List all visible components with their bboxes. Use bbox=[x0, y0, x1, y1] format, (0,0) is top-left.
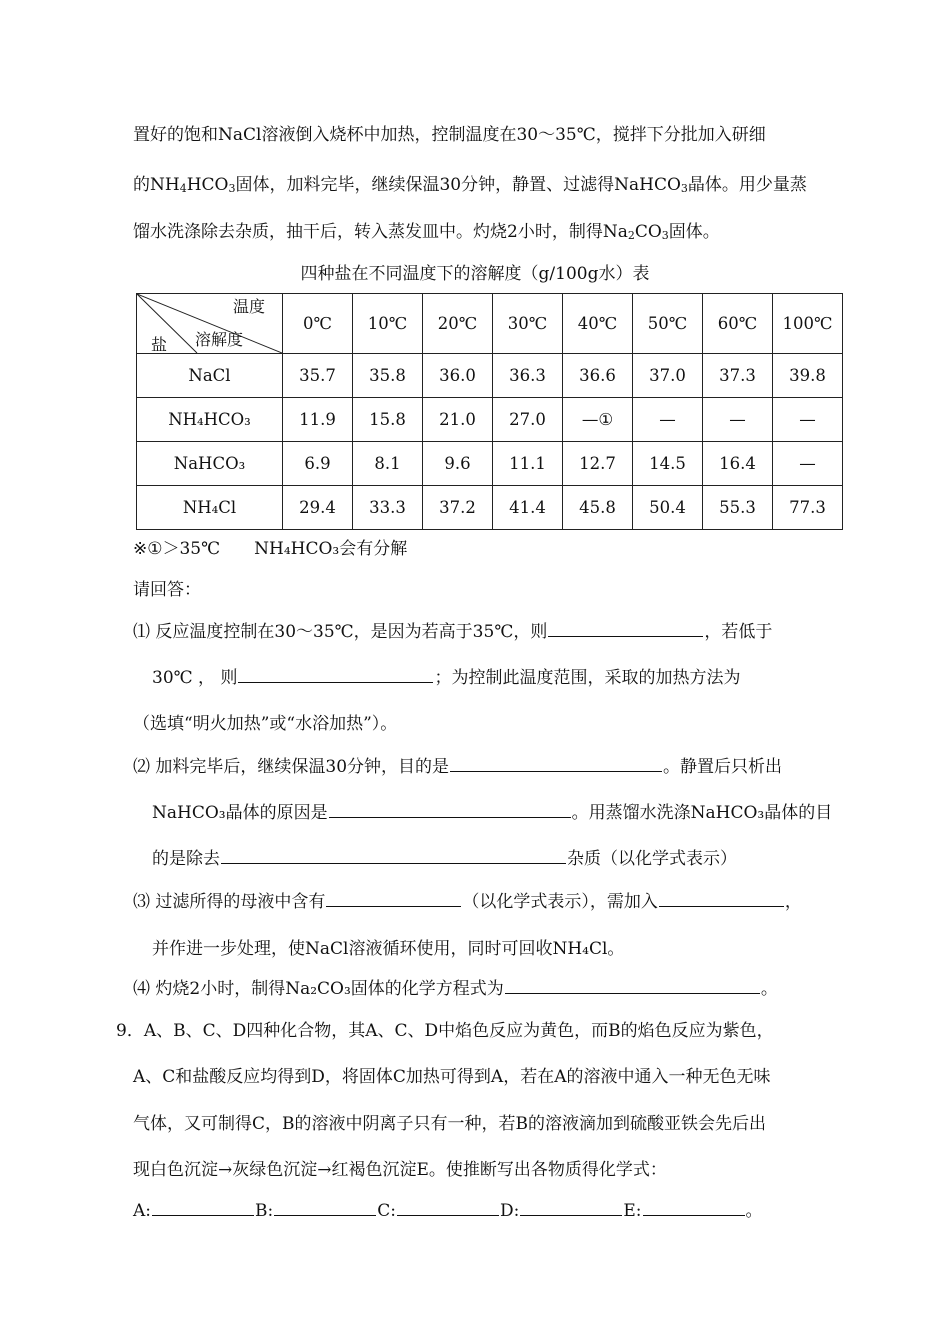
table-cell: 41.4 bbox=[493, 486, 563, 530]
answer-blank[interactable] bbox=[152, 1197, 254, 1216]
table-cell: 8.1 bbox=[353, 442, 423, 486]
answer-blank[interactable] bbox=[643, 1197, 745, 1216]
table-cell: 33.3 bbox=[353, 486, 423, 530]
table-cell: —① bbox=[563, 398, 633, 442]
table-cell: 39.8 bbox=[773, 354, 843, 398]
corner-label-temp: 温度 bbox=[233, 297, 266, 316]
table-cell: — bbox=[633, 398, 703, 442]
header-temp: 0℃ bbox=[283, 294, 353, 354]
table-cell: 36.6 bbox=[563, 354, 633, 398]
table-cell: 21.0 bbox=[423, 398, 493, 442]
question-3-line-2: 并作进一步处理，使NaCl溶液循环使用，同时可回收NH₄Cl。 bbox=[152, 939, 625, 959]
problem-9-line-1: 9．A、B、C、D四种化合物，其A、C、D中焰色反应为黄色，而B的焰色反应为紫色， bbox=[116, 1021, 774, 1041]
row-salt-name: NH₄Cl bbox=[137, 486, 283, 530]
question-2-line-1: ⑵ 加料完毕后，继续保温30分钟，目的是 。静置后只析出 bbox=[133, 752, 782, 777]
solubility-table bbox=[136, 293, 843, 530]
table-cell: 16.4 bbox=[703, 442, 773, 486]
header-temp: 60℃ bbox=[703, 294, 773, 354]
table-cell: 29.4 bbox=[283, 486, 353, 530]
table-cell: 11.1 bbox=[493, 442, 563, 486]
problem-9-answers: A: B: C: D: E: 。 bbox=[133, 1196, 763, 1221]
answer-blank[interactable] bbox=[505, 975, 760, 994]
table-cell: 55.3 bbox=[703, 486, 773, 530]
header-temp: 40℃ bbox=[563, 294, 633, 354]
answer-blank[interactable] bbox=[450, 753, 662, 772]
table-row bbox=[137, 486, 843, 530]
table-footnote: ※①＞35℃ NH₄HCO₃会有分解 bbox=[133, 539, 408, 559]
header-temp: 50℃ bbox=[633, 294, 703, 354]
table-corner-cell bbox=[137, 294, 283, 354]
table-cell: 27.0 bbox=[493, 398, 563, 442]
table-cell: 36.0 bbox=[423, 354, 493, 398]
problem-9-line-2: A、C和盐酸反应均得到D，将固体C加热可得到A，若在A的溶液中通入一种无色无味 bbox=[133, 1067, 771, 1087]
table-cell: 15.8 bbox=[353, 398, 423, 442]
answer-blank[interactable] bbox=[520, 1197, 622, 1216]
header-temp: 20℃ bbox=[423, 294, 493, 354]
table-cell: 37.0 bbox=[633, 354, 703, 398]
table-cell: 37.3 bbox=[703, 354, 773, 398]
answer-blank[interactable] bbox=[397, 1197, 499, 1216]
table-row bbox=[137, 398, 843, 442]
question-1-line-3: （选填“明火加热”或“水浴加热”）。 bbox=[133, 714, 398, 734]
question-1-line-1: ⑴ 反应温度控制在30～35℃，是因为若高于35℃，则 ，若低于 bbox=[133, 617, 772, 642]
question-3-line-1: ⑶ 过滤所得的母液中含有 （以化学式表示），需加入 ， bbox=[133, 887, 802, 912]
table-header-row bbox=[137, 294, 843, 354]
answer-prompt: 请回答： bbox=[133, 580, 201, 600]
table-cell: 35.7 bbox=[283, 354, 353, 398]
answer-blank[interactable] bbox=[274, 1197, 376, 1216]
table-cell: 77.3 bbox=[773, 486, 843, 530]
question-2-line-2: NaHCO₃晶体的原因是 。用蒸馏水洗涤NaHCO₃晶体的目 bbox=[152, 798, 832, 823]
header-temp: 10℃ bbox=[353, 294, 423, 354]
question-2-line-3: 的是除去 杂质（以化学式表示） bbox=[152, 844, 737, 869]
problem-9-line-3: 气体，又可制得C，B的溶液中阴离子只有一种，若B的溶液滴加到硫酸亚铁会先后出 bbox=[133, 1114, 766, 1134]
table-cell: 50.4 bbox=[633, 486, 703, 530]
table-cell: — bbox=[773, 398, 843, 442]
question-1-line-2: 30℃ ， 则 ；为控制此温度范围，采取的加热方法为 bbox=[152, 663, 740, 688]
table-row bbox=[137, 442, 843, 486]
header-temp: 30℃ bbox=[493, 294, 563, 354]
answer-blank[interactable] bbox=[329, 799, 571, 818]
table-cell: 12.7 bbox=[563, 442, 633, 486]
table-cell: 9.6 bbox=[423, 442, 493, 486]
table-cell: 45.8 bbox=[563, 486, 633, 530]
table-cell: 36.3 bbox=[493, 354, 563, 398]
table-cell: 35.8 bbox=[353, 354, 423, 398]
answer-blank[interactable] bbox=[221, 845, 566, 864]
row-salt-name: NH₄HCO₃ bbox=[137, 398, 283, 442]
question-4-line: ⑷ 灼烧2小时，制得Na₂CO₃固体的化学方程式为 。 bbox=[133, 974, 778, 999]
table-cell: — bbox=[703, 398, 773, 442]
corner-label-salt: 盐 bbox=[151, 335, 168, 354]
table-cell: 6.9 bbox=[283, 442, 353, 486]
row-salt-name: NaCl bbox=[137, 354, 283, 398]
table-cell: 37.2 bbox=[423, 486, 493, 530]
table-cell: — bbox=[773, 442, 843, 486]
intro-line-2: 的$NH_4HCO_3$固体，加料完毕，继续保温30分钟，静置、过滤得NaHCO$_3$晶体。用少量蒸 bbox=[133, 175, 807, 195]
table-cell: 11.9 bbox=[283, 398, 353, 442]
table-cell: 14.5 bbox=[633, 442, 703, 486]
table-title: 四种盐在不同温度下的溶解度（g/100g水）表 bbox=[300, 264, 650, 284]
intro-line-1: 置好的饱和NaCl溶液倒入烧杯中加热，控制温度在30～35℃，搅拌下分批加入研细 bbox=[133, 125, 766, 145]
answer-blank[interactable] bbox=[326, 888, 461, 907]
header-temp: 100℃ bbox=[773, 294, 843, 354]
intro-line-3: 馏水洗涤除去杂质，抽干后，转入蒸发皿中。灼烧2小时，制得$Na_2CO_3$固体。 bbox=[133, 222, 720, 242]
row-salt-name: NaHCO₃ bbox=[137, 442, 283, 486]
table-row bbox=[137, 354, 843, 398]
answer-blank[interactable] bbox=[238, 664, 433, 683]
answer-blank[interactable] bbox=[548, 618, 703, 637]
corner-label-solubility: 溶解度 bbox=[195, 330, 244, 349]
problem-9-line-4: 现白色沉淀→灰绿色沉淀→红褐色沉淀E。使推断写出各物质得化学式： bbox=[133, 1160, 667, 1180]
answer-blank[interactable] bbox=[659, 888, 784, 907]
